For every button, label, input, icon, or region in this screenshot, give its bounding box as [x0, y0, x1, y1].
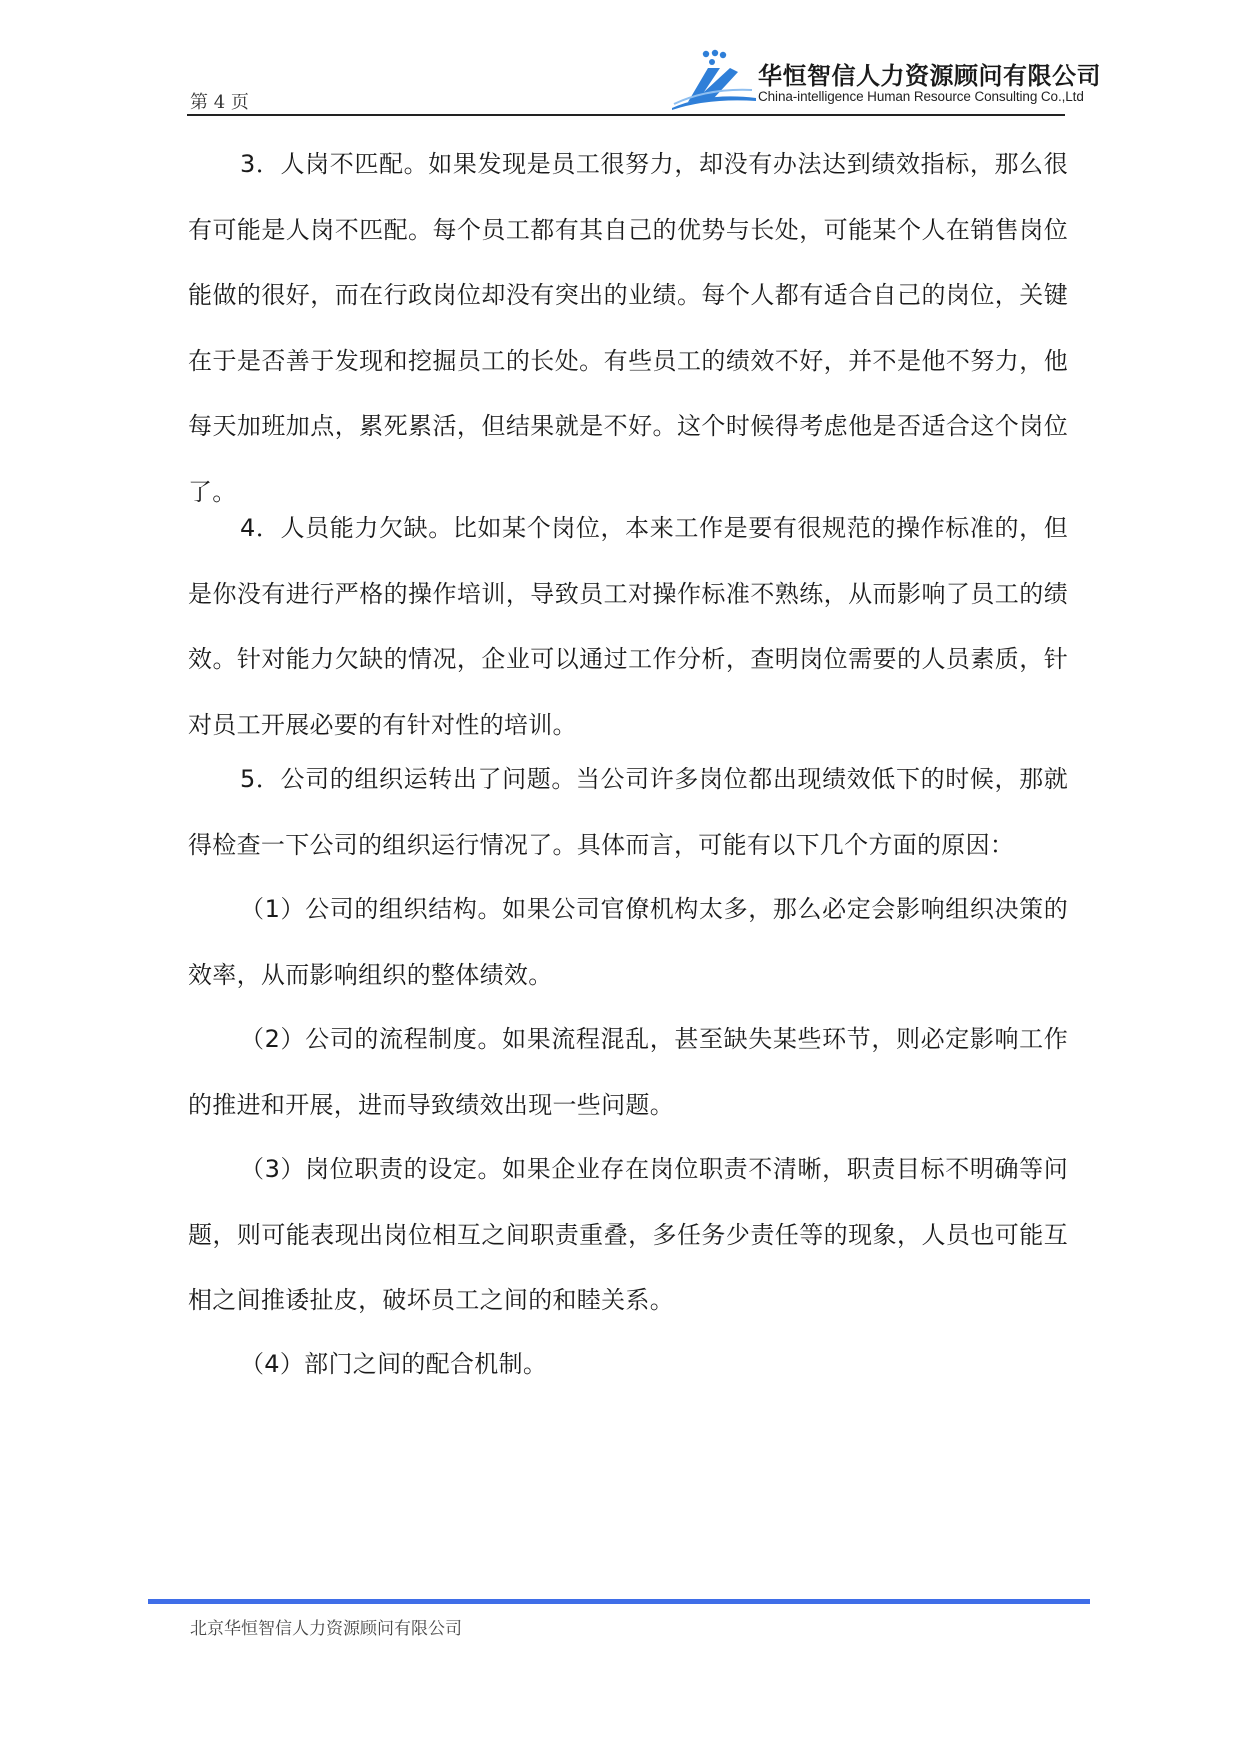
page-number: 第 4 页	[190, 92, 249, 113]
header-divider	[187, 114, 1065, 116]
company-logo	[668, 46, 1101, 112]
footer-divider	[148, 1599, 1090, 1604]
footer-company: 北京华恒智信人力资源顾问有限公司	[190, 1619, 462, 1639]
paragraph-5-4: （4）部门之间的配合机制。	[240, 1350, 548, 1378]
company-name-cn: 华恒智信人力资源顾问有限公司	[758, 62, 1101, 90]
paragraph-5-1: （1）公司的组织结构。如果公司官僚机构太多，那么必定会影响组织决策的效率，从而影响组织的整体绩效。	[188, 895, 1068, 989]
paragraph-3: 3．人岗不匹配。如果发现是员工很努力，却没有办法达到绩效指标，那么很有可能是人岗不匹配。每个员工都有其自己的优势与长处，可能某个人在销售岗位能做的很好，而在行政岗位却没有突出的业绩。每个人都有适合自己的岗位，关键在于是否善于发现和挖掘员工的长处。有些员工的绩效不好，并不是他不努力，他每天加班加点，累死累活，但结果就是不好。这个时候得考虑他是否适合这个岗位了。	[188, 150, 1068, 506]
paragraph-4: 4．人员能力欠缺。比如某个岗位，本来工作是要有很规范的操作标准的，但是你没有进行严格的操作培训，导致员工对操作标准不熟练，从而影响了员工的绩效。针对能力欠缺的情况，企业可以通过工作分析，查明岗位需要的人员素质，针对员工开展必要的有针对性的培训。	[188, 514, 1068, 739]
paragraph-5-2: （2）公司的流程制度。如果流程混乱，甚至缺失某些环节，则必定影响工作的推进和开展，进而导致绩效出现一些问题。	[188, 1025, 1068, 1119]
company-logo-icon	[668, 46, 758, 112]
paragraph-5-3: （3）岗位职责的设定。如果企业存在岗位职责不清晰，职责目标不明确等问题，则可能表现出岗位相互之间职责重叠，多任务少责任等的现象，人员也可能互相之间推诿扯皮，破坏员工之间的和睦关系。	[188, 1155, 1068, 1314]
company-name-en: China-intelligence Human Resource Consulting Co.,Ltd	[758, 89, 1084, 104]
paragraph-5: 5．公司的组织运转出了问题。当公司许多岗位都出现绩效低下的时候，那就得检查一下公司的组织运行情况了。具体而言，可能有以下几个方面的原因：	[188, 765, 1068, 859]
